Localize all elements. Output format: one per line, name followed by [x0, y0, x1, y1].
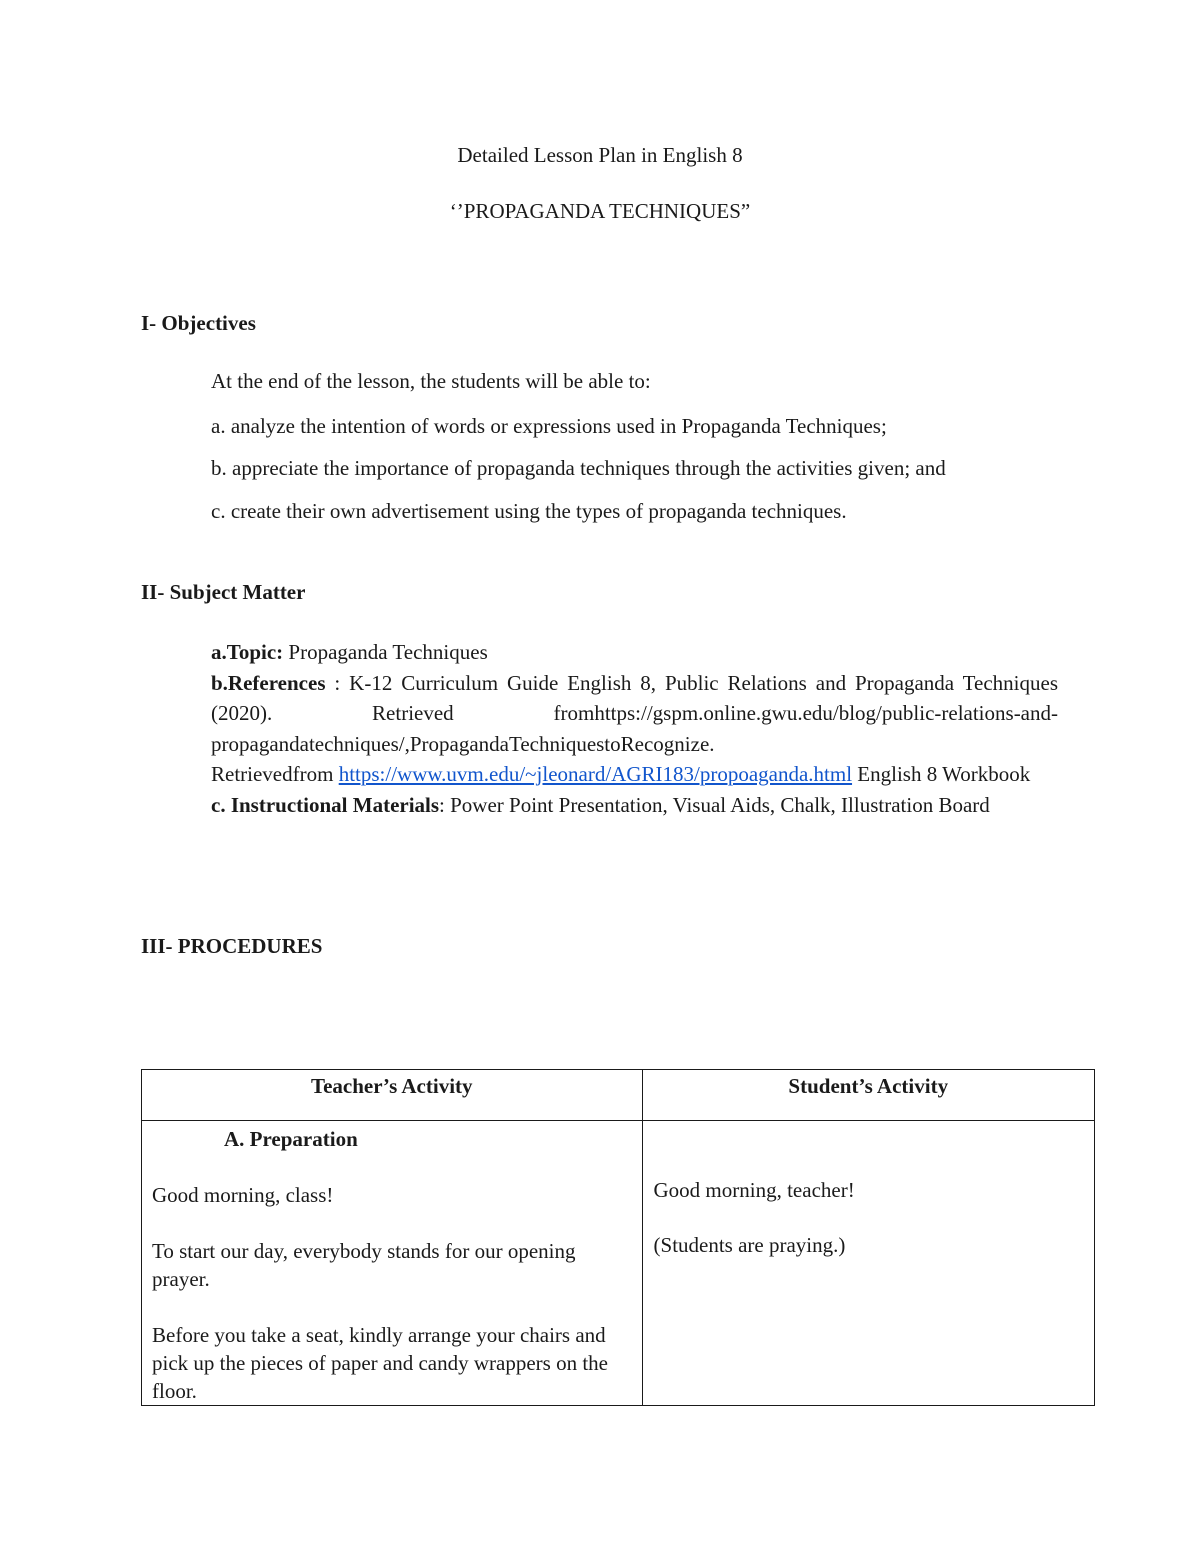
student-activity-header: Student’s Activity — [642, 1070, 1094, 1121]
objective-item: b. appreciate the importance of propaganda techniques through the activities given; and — [211, 456, 946, 480]
teacher-line: To start our day, everybody stands for our opening prayer. — [152, 1239, 576, 1291]
references-retrieved-paragraph — [211, 759, 1058, 790]
document-title: Detailed Lesson Plan in English 8 — [457, 143, 743, 167]
table-header-row — [142, 1070, 1095, 1121]
teacher-activity-header: Teacher’s Activity — [142, 1070, 643, 1121]
reference-link[interactable]: https://www.uvm.edu/~jleonard/AGRI183/propoaganda.html — [338, 762, 853, 786]
teacher-activity-cell — [142, 1121, 643, 1406]
subject-matter-block — [211, 637, 1058, 820]
student-line: (Students are praying.) — [653, 1233, 846, 1257]
references-paragraph — [211, 668, 1058, 760]
references-text: : K-12 Curriculum Guide English 8, Public Relations and Propaganda Techniques (2020). Retrieved fromhttps://gspm.online.gwu.edu/blog/public-relations-and-propagandatechniques/,PropagandaTechniquestoRecognize. — [211, 670, 1058, 756]
materials-value: : Power Point Presentation, Visual Aids, Chalk, Illustration Board — [439, 792, 990, 817]
topic-label: a.Topic: — [211, 640, 284, 664]
references-label: b.References — [211, 670, 326, 695]
topic-value: Propaganda Techniques — [283, 640, 488, 664]
teacher-line: Good morning, class! — [152, 1183, 334, 1207]
procedures-table — [141, 1069, 1095, 1406]
document-subtitle: ‘’PROPAGANDA TECHNIQUES” — [449, 199, 751, 223]
procedures-heading: III- PROCEDURES — [141, 934, 323, 958]
references-retrieved-text: Retrievedfrom — [211, 762, 339, 786]
objectives-heading: I- Objectives — [141, 311, 256, 335]
table-row — [142, 1121, 1095, 1406]
section-heading: A. Preparation — [224, 1127, 358, 1151]
materials-paragraph — [211, 790, 1058, 821]
student-line: Good morning, teacher! — [653, 1178, 855, 1202]
student-activity-cell — [642, 1121, 1094, 1406]
materials-label: c. Instructional Materials — [211, 792, 440, 817]
objectives-intro: At the end of the lesson, the students will be able to: — [211, 369, 651, 393]
objective-item: c. create their own advertisement using the types of propaganda techniques. — [211, 499, 847, 523]
teacher-line: Before you take a seat, kindly arrange your chairs and pick up the pieces of paper and candy wrappers on the floor. — [152, 1323, 608, 1403]
references-workbook-text: English 8 Workbook — [852, 762, 1031, 786]
topic-line — [211, 637, 1058, 668]
subject-matter-heading: II- Subject Matter — [141, 580, 306, 604]
objective-item: a. analyze the intention of words or expressions used in Propaganda Techniques; — [211, 414, 887, 438]
